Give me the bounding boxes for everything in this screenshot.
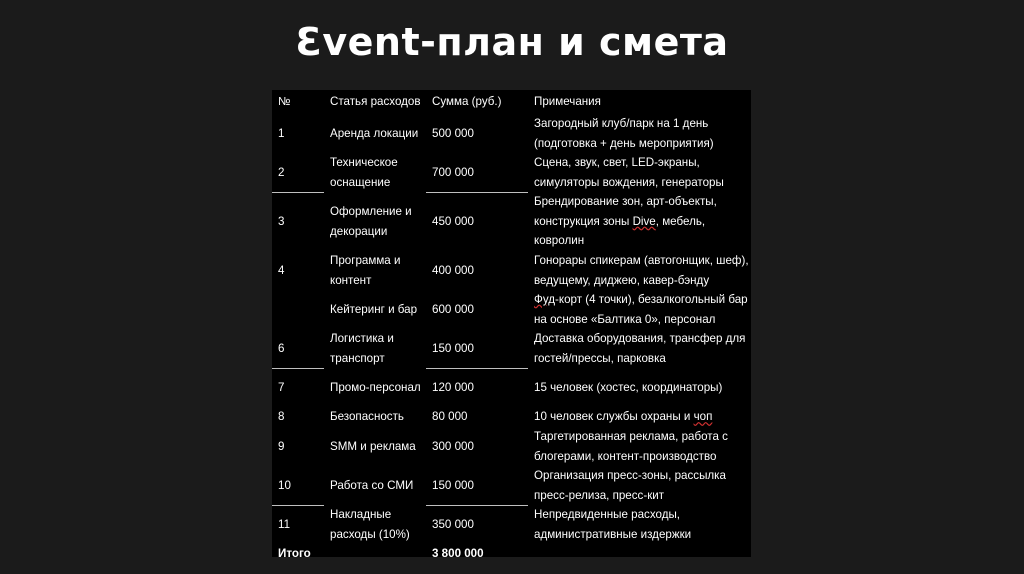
- row-num: [272, 290, 324, 329]
- header-item: Статья расходов: [330, 95, 421, 109]
- row-num: 6: [272, 329, 324, 368]
- total-sum: 3 800 000: [432, 547, 484, 560]
- row-note: Гонорары спикерам (автогонщик, шеф), ведущему, диджею, кавер-бэнду: [534, 254, 749, 287]
- table-header-row: [272, 90, 751, 114]
- row-sum: 500 000: [432, 126, 474, 140]
- table-row: [272, 290, 751, 329]
- row-item: Работа со СМИ: [330, 478, 414, 492]
- table-row: [272, 427, 751, 466]
- row-note: Доставка оборудования, трансфер для гостей/прессы, парковка: [534, 332, 746, 365]
- row-note: 10 человек службы охраны и чоп: [534, 410, 713, 424]
- row-note: Сцена, звук, свет, LED-экраны, симуляторы вождения, генераторы: [534, 156, 724, 189]
- row-num: 4: [278, 263, 285, 277]
- row-item: Оформление и декорации: [330, 205, 412, 238]
- row-note: 15 человек (хостес, координаторы): [534, 380, 723, 394]
- row-sum: 400 000: [432, 263, 474, 277]
- row-sum: 450 000: [432, 215, 474, 228]
- row-item: Аренда локации: [330, 126, 419, 140]
- row-item: Программа и контент: [330, 254, 401, 287]
- row-sum: 150 000: [426, 466, 528, 505]
- total-row: [272, 544, 751, 564]
- table-row: [272, 153, 751, 192]
- row-note: Брендирование зон, арт-объекты, конструкция зоны Dive, мебель, ковролин: [534, 195, 717, 248]
- table-row: [272, 368, 751, 407]
- row-sum: 120 000: [432, 381, 474, 394]
- table-row: [272, 114, 751, 153]
- row-num: 7: [278, 381, 285, 394]
- row-num: 8: [278, 410, 285, 424]
- row-sum: 350 000: [432, 518, 474, 531]
- header-sum: Сумма (руб.): [432, 95, 502, 109]
- row-item: Промо-персонал: [330, 380, 421, 394]
- budget-table-panel: [272, 90, 751, 560]
- row-sum: 150 000: [426, 329, 528, 368]
- table-row: [272, 466, 751, 505]
- row-item: SMM и реклама: [330, 439, 416, 453]
- table-row: [272, 251, 751, 290]
- row-num: 1: [278, 126, 285, 140]
- total-empty: [324, 544, 426, 564]
- table-row: [272, 329, 751, 368]
- row-item: Логистика и транспорт: [330, 332, 394, 365]
- row-note: Таргетированная реклама, работа с блогерами, контент-производство: [534, 430, 728, 463]
- row-item: Техническое оснащение: [330, 156, 398, 189]
- row-item: Кейтеринг и бар: [330, 302, 418, 316]
- row-num: 11: [278, 518, 291, 531]
- row-sum: 80 000: [432, 410, 468, 424]
- row-num: 2: [272, 153, 324, 192]
- row-item: Безопасность: [330, 410, 404, 424]
- total-label: Итого: [278, 547, 311, 560]
- row-item: Накладные расходы (10%): [330, 508, 410, 541]
- row-note: Загородный клуб/парк на 1 день (подготовка + день мероприятия): [534, 117, 714, 150]
- row-note: Непредвиденные расходы, административные издержки: [534, 508, 692, 541]
- row-num: 3: [278, 215, 285, 228]
- header-note: Примечания: [534, 95, 601, 109]
- row-sum: 300 000: [432, 439, 474, 453]
- row-note: Фуд-корт (4 точки), безалкогольный бар на основе «Балтика 0», персонал: [534, 293, 748, 326]
- budget-table: [272, 90, 751, 564]
- row-sum: 700 000: [426, 153, 528, 192]
- table-row: [272, 192, 751, 251]
- row-num: 9: [278, 439, 285, 453]
- row-num: 10: [272, 466, 324, 505]
- table-row: [272, 505, 751, 544]
- slide-title: Ɛvent-план и смета: [295, 20, 729, 64]
- row-note: Организация пресс-зоны, рассылка пресс-релиза, пресс-кит: [534, 469, 726, 502]
- table-row: [272, 407, 751, 427]
- row-sum: 600 000: [432, 302, 474, 316]
- total-note-empty: [528, 544, 751, 564]
- header-num: №: [278, 95, 291, 109]
